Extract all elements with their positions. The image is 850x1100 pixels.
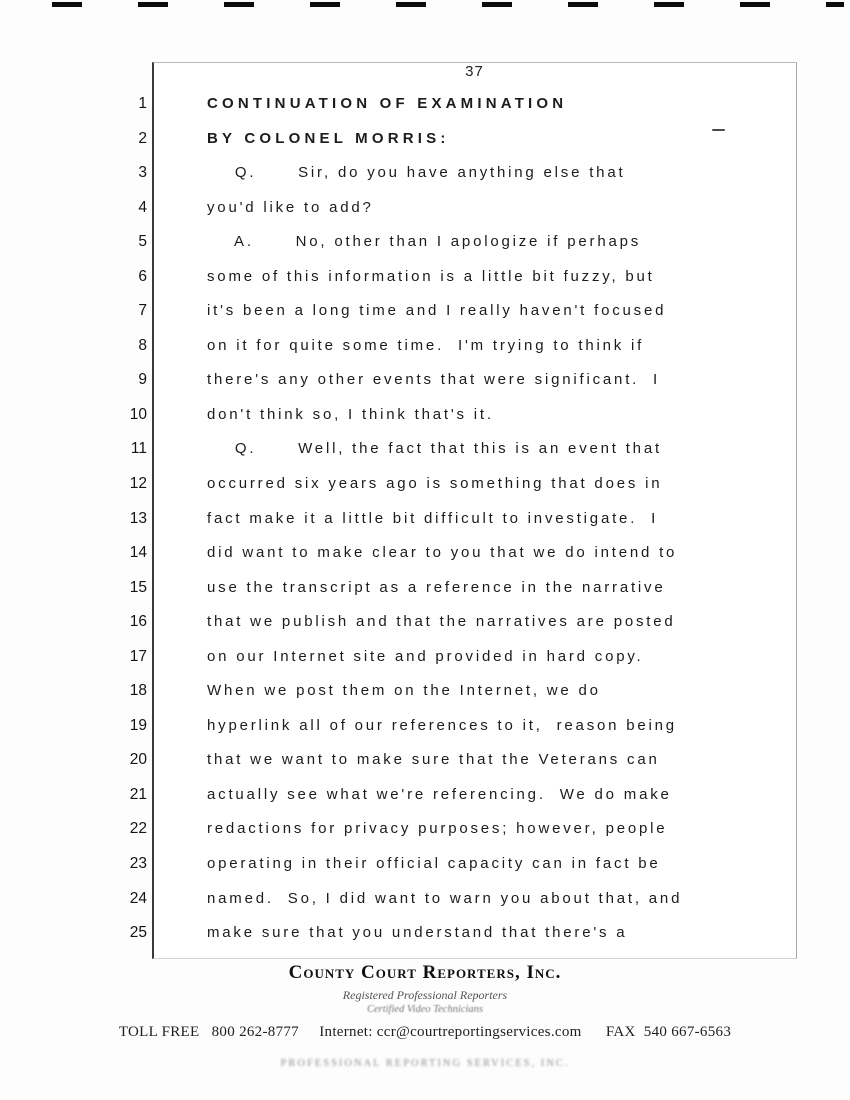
line-number: 4 <box>138 198 147 216</box>
line-number: 23 <box>129 855 147 873</box>
line-number: 20 <box>129 751 147 769</box>
transcript-line <box>103 130 813 165</box>
line-text: Q. Sir, do you have anything else that <box>207 164 626 182</box>
scan-edge-marks <box>52 2 844 7</box>
line-text: operating in their official capacity can in fact be <box>207 855 661 873</box>
line-text: occurred six years ago is something that does in <box>207 475 663 493</box>
line-number: 13 <box>129 509 147 527</box>
transcript-line <box>103 820 813 855</box>
line-number: 19 <box>129 716 147 734</box>
line-number: 16 <box>129 613 147 631</box>
line-text: that we want to make sure that the Veterans can <box>207 751 660 769</box>
line-number: 25 <box>129 924 147 942</box>
line-number: 12 <box>129 475 147 493</box>
line-text: fact make it a little bit difficult to investigate. I <box>207 509 659 527</box>
line-number: 5 <box>138 233 147 251</box>
transcript-line <box>103 717 813 752</box>
line-number: 21 <box>129 785 147 803</box>
line-text: it's been a long time and I really haven't focused <box>207 302 667 320</box>
transcript-line <box>103 233 813 268</box>
scan-stray-mark <box>712 129 725 131</box>
line-number: 1 <box>138 95 147 112</box>
reporter-contact-line: TOLL FREE 800 262-8777 Internet: ccr@courtreportingservices.com FAX 540 667-6563 <box>118 1024 732 1040</box>
line-text: redactions for privacy purposes; however, people <box>207 820 668 838</box>
line-number: 9 <box>138 371 147 389</box>
line-number: 3 <box>138 164 147 182</box>
transcript-lines <box>103 95 813 959</box>
transcript-line <box>103 268 813 303</box>
line-number: 2 <box>138 129 147 147</box>
transcript-line <box>103 406 813 441</box>
line-number: 8 <box>138 336 147 354</box>
line-number: 7 <box>138 302 147 320</box>
line-number: 24 <box>129 889 147 907</box>
transcript-line <box>103 751 813 786</box>
transcript-line <box>103 579 813 614</box>
reporter-footer <box>0 956 850 1069</box>
line-text: that we publish and that the narratives are posted <box>207 613 676 631</box>
transcript-line <box>103 924 813 959</box>
line-text: use the transcript as a reference in the narrative <box>207 578 666 596</box>
line-text: CONTINUATION OF EXAMINATION <box>207 95 568 112</box>
transcript-line <box>103 510 813 545</box>
line-text: on it for quite some time. I'm trying to think if <box>207 336 645 354</box>
line-number: 22 <box>129 820 147 838</box>
line-number: 17 <box>129 647 147 665</box>
reporter-tagline-2: Certified Video Technicians <box>366 1004 484 1015</box>
transcript-line <box>103 199 813 234</box>
page-number: 37 <box>465 63 484 80</box>
line-text: actually see what we're referencing. We do make <box>207 785 672 803</box>
transcript-line <box>103 890 813 925</box>
reporter-tagline-1: Registered Professional Reporters <box>342 988 508 1002</box>
transcript-line <box>103 371 813 406</box>
transcript-line <box>103 440 813 475</box>
line-text: A. No, other than I apologize if perhaps <box>207 233 642 251</box>
line-text: on our Internet site and provided in hard copy. <box>207 647 644 665</box>
line-text: you'd like to add? <box>207 198 374 216</box>
reporter-company-name: County Court Reporters, Inc. <box>288 962 562 983</box>
transcript-line <box>103 302 813 337</box>
transcript-line <box>103 544 813 579</box>
transcript-line <box>103 786 813 821</box>
line-number: 6 <box>138 267 147 285</box>
transcript-line <box>103 164 813 199</box>
transcript-line <box>103 337 813 372</box>
line-text: make sure that you understand that there's a <box>207 924 628 942</box>
transcript-line <box>103 855 813 890</box>
line-text: named. So, I did want to warn you about that, and <box>207 889 683 907</box>
transcript-line <box>103 648 813 683</box>
line-text: did want to make clear to you that we do intend to <box>207 544 678 562</box>
line-text: there's any other events that were significant. I <box>207 371 661 389</box>
line-number: 10 <box>129 405 147 423</box>
transcript-line <box>103 613 813 648</box>
line-text: don't think so, I think that's it. <box>207 405 494 423</box>
line-number: 14 <box>129 544 147 562</box>
line-text: When we post them on the Internet, we do <box>207 682 601 700</box>
reporter-fine-print: PROFESSIONAL REPORTING SERVICES, INC. <box>280 1058 570 1069</box>
transcript-line <box>103 475 813 510</box>
transcript-line <box>103 95 813 130</box>
line-text: hyperlink all of our references to it, reason being <box>207 716 677 734</box>
line-number: 11 <box>130 440 147 458</box>
line-text: Q. Well, the fact that this is an event that <box>207 440 662 458</box>
line-text: some of this information is a little bit fuzzy, but <box>207 267 655 285</box>
line-text: BY COLONEL MORRIS: <box>207 129 450 147</box>
transcript-line <box>103 682 813 717</box>
line-number: 15 <box>129 578 147 596</box>
line-number: 18 <box>129 682 147 700</box>
